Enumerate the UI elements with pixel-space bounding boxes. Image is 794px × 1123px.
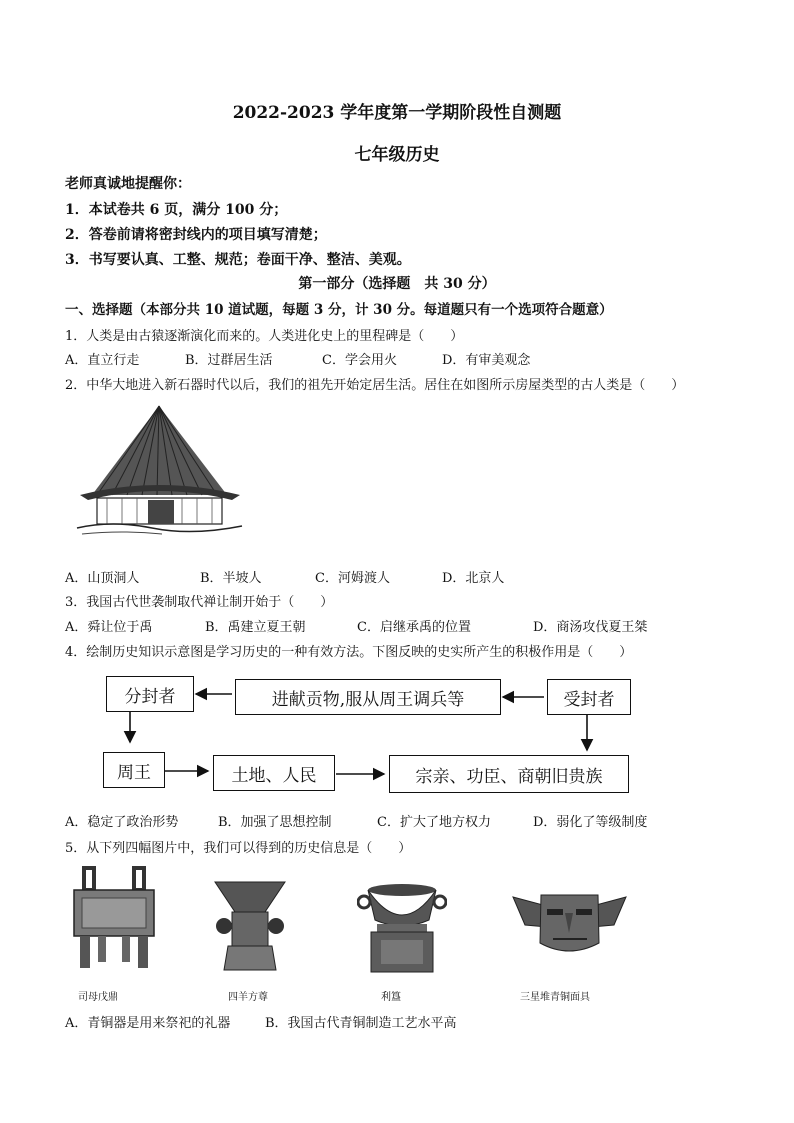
reminder-item: 2．答卷前请将密封线内的项目填写清楚；: [65, 227, 327, 243]
mask-icon: [507, 885, 632, 960]
reminder-item: 1．本试卷共 6 页，满分 100 分；: [65, 202, 288, 218]
caption-ligui: 利簋: [381, 992, 401, 1003]
box-zongqin: 宗亲、功臣、商朝旧贵族: [389, 755, 629, 793]
section-heading: 一、选择题（本部分共 10 道试题，每题 3 分，计 30 分。每道题只有一个选项符合题意）: [65, 302, 613, 318]
caption-sanxingdui: 三星堆青铜面具: [520, 992, 590, 1003]
exam-title: 2022-2023 学年度第一学期阶段性自测题: [232, 103, 562, 123]
question-stem: 2．中华大地进入新石器时代以后，我们的祖先开始定居生活。居住在如图所示房屋类型的古人类是（ ）: [65, 378, 685, 393]
box-jinxian: 进献贡物,服从周王调兵等: [235, 679, 501, 715]
option-c: C．河姆渡人: [315, 571, 390, 586]
box-tudi: 土地、人民: [213, 755, 335, 791]
option-b: B．过群居生活: [185, 353, 273, 368]
exam-subtitle: 七年级历史: [354, 145, 440, 165]
option-b: B．加强了思想控制: [218, 815, 332, 830]
question-stem: 3．我国古代世袭制取代禅让制开始于（ ）: [65, 595, 334, 610]
option-b: B．禹建立夏王朝: [205, 620, 306, 635]
option-a: A．直立行走: [65, 353, 140, 368]
option-a: A．舜让位于禹: [65, 620, 153, 635]
option-a: A．青铜器是用来祭祀的礼器: [65, 1016, 231, 1031]
option-b: B．我国古代青铜制造工艺水平高: [265, 1016, 457, 1031]
box-zhouwang: 周王: [103, 752, 165, 788]
option-d: D．有审美观念: [442, 353, 531, 368]
part-title: 第一部分（选择题 共 30 分）: [298, 276, 496, 292]
option-d: D．弱化了等级制度: [533, 815, 648, 830]
option-c: C．启继承禹的位置: [357, 620, 471, 635]
option-b: B．半坡人: [200, 571, 262, 586]
reminder-heading: 老师真诚地提醒你：: [65, 176, 191, 192]
option-a: A．山顶洞人: [65, 571, 140, 586]
question-stem: 5．从下列四幅图片中，我们可以得到的历史信息是（ ）: [65, 841, 412, 856]
question-stem: 1．人类是由古猿逐渐演化而来的。人类进化史上的里程碑是（ ）: [65, 329, 464, 344]
box-fenfengzhe: 分封者: [106, 676, 194, 712]
reminder-item: 3．书写要认真、工整、规范；卷面干净、整洁、美观。: [65, 252, 411, 268]
zun-icon: [210, 878, 290, 973]
option-d: D．商汤攻伐夏王桀: [533, 620, 648, 635]
question-stem: 4．绘制历史知识示意图是学习历史的一种有效方法。下图反映的史实所产生的积极作用是（ ）: [65, 645, 633, 660]
ding-icon: [68, 866, 160, 971]
caption-siyang: 四羊方尊: [228, 992, 268, 1003]
gui-icon: [357, 880, 447, 975]
option-d: D．北京人: [442, 571, 505, 586]
option-c: C．扩大了地方权力: [377, 815, 491, 830]
option-a: A．稳定了政治形势: [65, 815, 179, 830]
box-shoufengzhe: 受封者: [547, 679, 631, 715]
option-c: C．学会用火: [322, 353, 397, 368]
caption-simuwu: 司母戊鼎: [78, 992, 118, 1003]
